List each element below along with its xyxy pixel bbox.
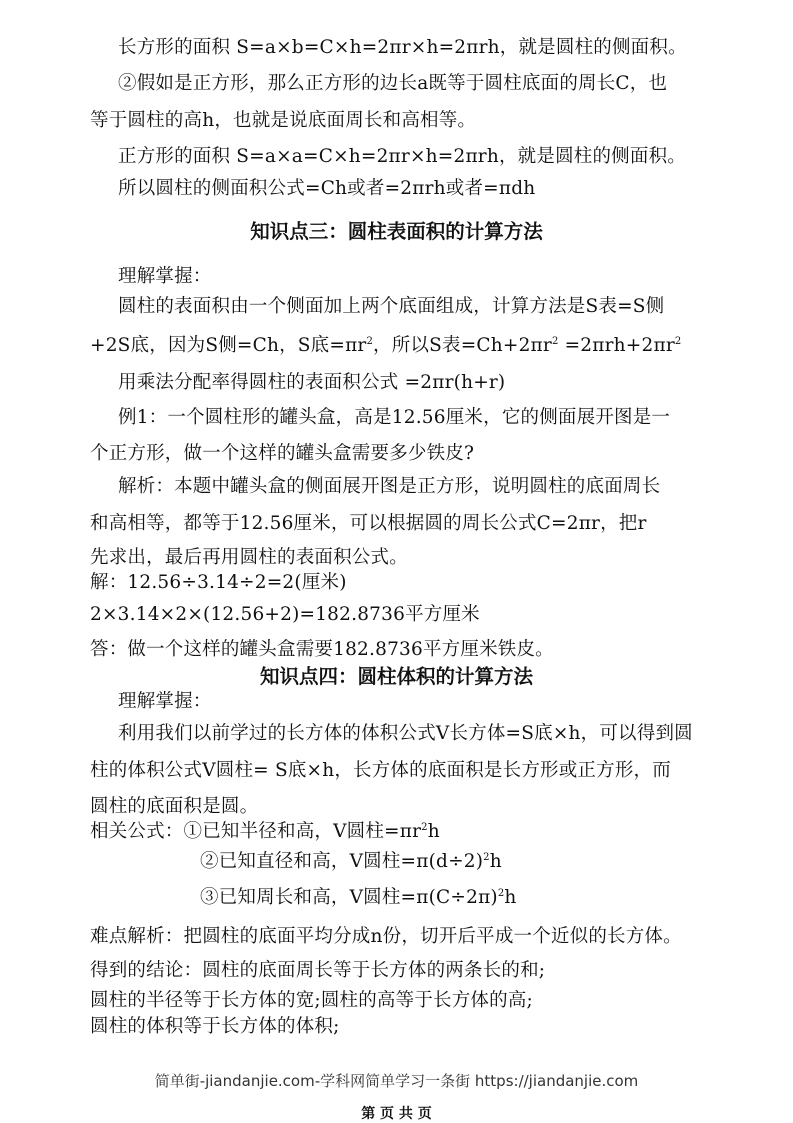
- text-line: 得到的结论：圆柱的底面周长等于长方体的两条长的和;: [90, 960, 546, 981]
- text-line: 先求出，最后再用圆柱的表面积公式。: [90, 547, 408, 568]
- text-line: 理解掌握：: [118, 691, 212, 712]
- text-line: 圆柱的半径等于长方体的宽;圆柱的高等于长方体的高;: [90, 990, 533, 1011]
- text-line: 答：做一个这样的罐头盒需要182.8736平方厘米铁皮。: [90, 639, 554, 660]
- page-footer: 简单街-jiandanjie.com-学科网简单学习一条街 https://jiandanjie.com: [154, 1072, 639, 1090]
- formula-line: 相关公式：①已知半径和高，V圆柱$=\pi r^2h$: [90, 821, 440, 842]
- text-line: 个正方形，做一个这样的罐头盒需要多少铁皮?: [90, 443, 475, 464]
- text-line: 柱的体积公式V圆柱= S底×h，长方体的底面积是长方形或正方形，而: [90, 760, 671, 781]
- text-line: 所以圆柱的侧面积公式=Ch或者=2πrh或者=πdh: [118, 178, 536, 199]
- text-line: 圆柱的体积等于长方体的体积;: [90, 1016, 340, 1037]
- text-line: 2×3.14×2×(12.56+2)=182.8736平方厘米: [90, 604, 480, 625]
- text-line: 圆柱的底面积是圆。: [90, 796, 259, 817]
- text-line: 和高相等，都等于12.56厘米，可以根据圆的周长公式C=2πr，把r: [90, 513, 647, 534]
- section-heading: 知识点三：圆柱表面积的计算方法: [250, 220, 543, 243]
- section-heading: 知识点四：圆柱体积的计算方法: [259, 665, 533, 688]
- text-line: 圆柱的表面积由一个侧面加上两个底面组成，计算方法是S表=S侧: [118, 296, 665, 317]
- text-line: 正方形的面积 S=a×a=C×h=2πr×h=2πrh，就是圆柱的侧面积。: [118, 146, 686, 167]
- text-line: 长方形的面积 S=a×b=C×h=2πr×h=2πrh，就是圆柱的侧面积。: [118, 37, 687, 58]
- text-line: 等于圆柱的高h，也就是说底面周长和高相等。: [90, 110, 477, 131]
- page-number: 第 页 共 页: [361, 1106, 432, 1122]
- text-line: ②假如是正方形，那么正方形的边长a既等于圆柱底面的周长C，也: [118, 73, 668, 94]
- formula-line: ②已知直径和高，V圆柱$=\pi(d\div 2)^2h$: [200, 851, 502, 872]
- formula-line: ③已知周长和高，V圆柱$=\pi(C\div 2\pi)^2h$: [200, 887, 517, 908]
- text-line: 例1：一个圆柱形的罐头盒，高是12.56厘米，它的侧面展开图是一: [118, 407, 671, 428]
- text-line: 理解掌握：: [118, 266, 212, 287]
- text-line: 用乘法分配率得圆柱的表面积公式 =2πr(h+r): [118, 372, 506, 393]
- text-line: 解：12.56÷3.14÷2=2(厘米): [90, 572, 347, 593]
- text-line: 解析：本题中罐头盒的侧面展开图是正方形，说明圆柱的底面周长: [118, 476, 661, 497]
- formula-line: +2S底，因为S侧=Ch，S底$=\pi r^2$，所以S表$=Ch+2\pi r^2 =2\pi rh+2\pi r^2$: [90, 335, 682, 356]
- text-line: 利用我们以前学过的长方体的体积公式V长方体=S底×h，可以得到圆: [118, 723, 693, 744]
- text-line: 难点解析：把圆柱的底面平均分成n份，切开后平成一个近似的长方体。: [90, 926, 682, 947]
